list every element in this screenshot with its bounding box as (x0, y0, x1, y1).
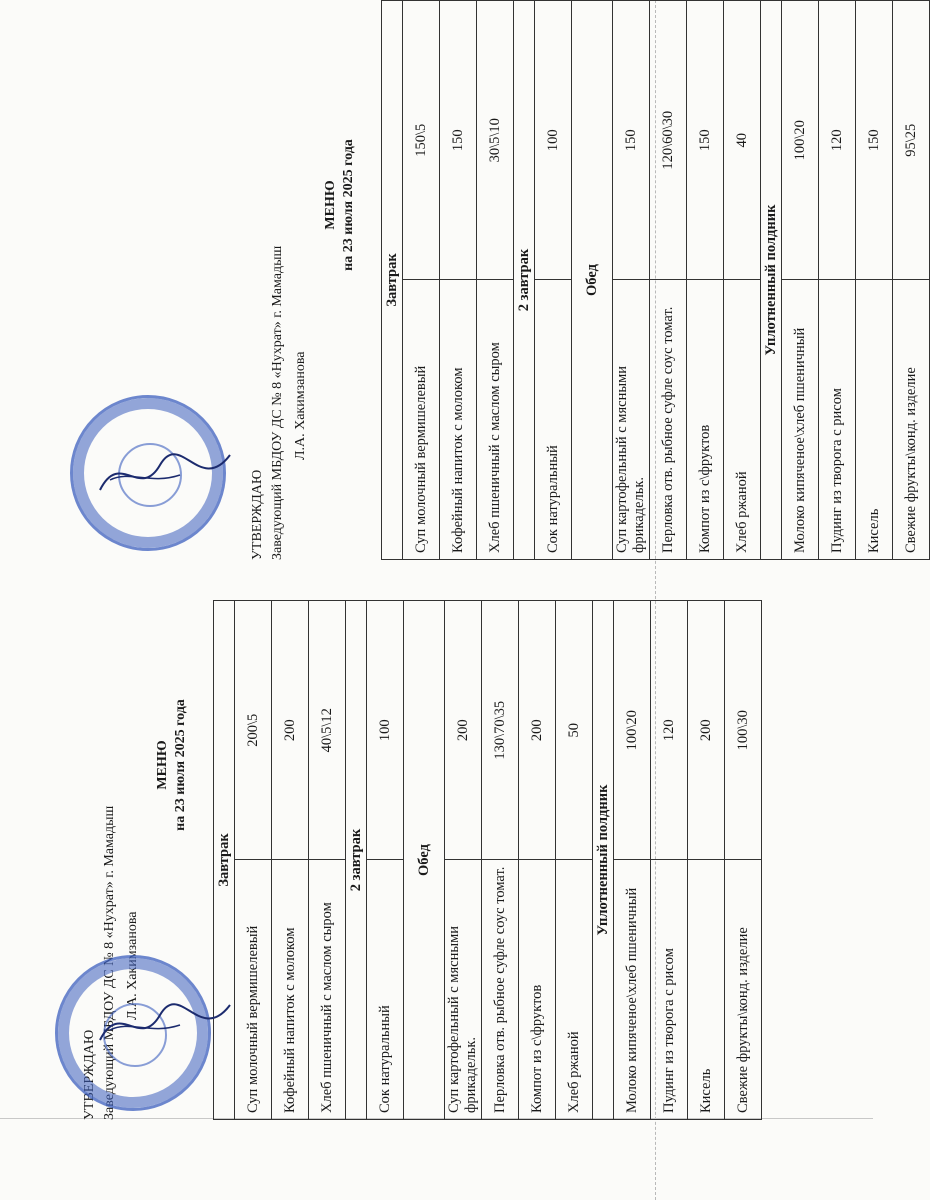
menu-title: МЕНЮ (155, 740, 170, 790)
table-row (403, 1, 440, 560)
dish-portion: 40 (724, 1, 761, 281)
dish-portion: 150\5 (403, 1, 440, 281)
table-row (445, 601, 482, 1120)
table-row (556, 601, 593, 1120)
head-name: Л.А. Хакимзанова (125, 911, 140, 1020)
table-row (650, 1, 687, 560)
dish-name: Суп молочный вермишелевый (235, 860, 272, 1120)
dish-name: Хлеб пшеничный с маслом сыром (477, 280, 514, 560)
dish-portion: 100 (367, 601, 404, 861)
head-position-line: Заведующий МБДОУ ДС № 8 «Нухрат» г. Мамадыш (102, 805, 117, 1120)
section-heading: Завтрак (382, 1, 403, 560)
table-row (309, 601, 346, 1120)
menu-date: на 23 июля 2025 года (173, 699, 188, 831)
dish-portion: 150 (856, 1, 893, 281)
dish-name: Молоко кипяченое\хлеб пшеничный (782, 280, 819, 560)
table-row (440, 1, 477, 560)
section-heading: Обед (404, 601, 445, 1120)
dish-portion: 150 (613, 1, 650, 281)
dish-portion: 30\5\10 (477, 1, 514, 281)
section-row (761, 1, 782, 560)
section-heading: Уплотненный полдник (761, 1, 782, 560)
dish-portion: 50 (556, 601, 593, 861)
approval-label: УТВЕРЖДАЮ (250, 469, 265, 560)
section-heading: 2 завтрак (514, 1, 535, 560)
approval-label: УТВЕРЖДАЮ (82, 1029, 97, 1120)
section-heading: Обед (572, 1, 613, 560)
dish-name: Кофейный напиток с молоком (440, 280, 477, 560)
dish-portion: 40\5\12 (309, 601, 346, 861)
dish-portion: 200 (688, 601, 725, 861)
dish-name: Сок натуральный (535, 280, 572, 560)
dish-portion: 100\20 (782, 1, 819, 281)
dish-name: Перловка отв. рыбное суфле соус томат. (482, 860, 519, 1120)
table-row (687, 1, 724, 560)
dish-portion: 95\25 (893, 1, 930, 281)
dish-name: Суп картофельный с мясными фрикадельк. (613, 280, 650, 560)
dish-portion: 130\70\35 (482, 601, 519, 861)
dish-portion: 120 (651, 601, 688, 861)
menu-table (213, 600, 762, 1120)
table-row (893, 1, 930, 560)
section-row (593, 601, 614, 1120)
section-heading: Уплотненный полдник (593, 601, 614, 1120)
dish-portion: 200 (519, 601, 556, 861)
section-row (346, 601, 367, 1120)
table-row (856, 1, 893, 560)
section-row (572, 1, 613, 560)
dish-name: Компот из с\фруктов (519, 860, 556, 1120)
table-row (367, 601, 404, 1120)
dish-name: Компот из с\фруктов (687, 280, 724, 560)
dish-name: Свежие фрукты\конд. изделие (893, 280, 930, 560)
dish-name: Хлеб ржаной (556, 860, 593, 1120)
table-row (724, 1, 761, 560)
dish-portion: 100\20 (614, 601, 651, 861)
section-row (404, 601, 445, 1120)
table-row (613, 1, 650, 560)
table-row (819, 1, 856, 560)
dish-portion: 200 (272, 601, 309, 861)
dish-name: Кофейный напиток с молоком (272, 860, 309, 1120)
dish-portion: 100 (535, 1, 572, 281)
dish-portion: 150 (440, 1, 477, 281)
table-row (535, 1, 572, 560)
table-row (651, 601, 688, 1120)
table-row (482, 601, 519, 1120)
dish-portion: 150 (687, 1, 724, 281)
menu-panel-right-real (248, 0, 919, 560)
dish-name: Кисель (688, 860, 725, 1120)
dish-portion: 120\60\30 (650, 1, 687, 281)
table-row (725, 601, 762, 1120)
table-row (519, 601, 556, 1120)
section-heading: Завтрак (214, 601, 235, 1120)
section-row (382, 1, 403, 560)
section-row (514, 1, 535, 560)
table-row (477, 1, 514, 560)
menu-date: на 23 июля 2025 года (341, 139, 356, 271)
section-heading: 2 завтрак (346, 601, 367, 1120)
signature (90, 990, 240, 1060)
table-row (235, 601, 272, 1120)
dish-name: Перловка отв. рыбное суфле соус томат. (650, 280, 687, 560)
dish-name: Хлеб ржаной (724, 280, 761, 560)
dish-portion: 200 (445, 601, 482, 861)
dish-portion: 200\5 (235, 601, 272, 861)
head-position-line: Заведующий МБДОУ ДС № 8 «Нухрат» г. Мамадыш (270, 245, 285, 560)
dish-portion: 120 (819, 1, 856, 281)
dish-name: Хлеб пшеничный с маслом сыром (309, 860, 346, 1120)
dish-name: Свежие фрукты\конд. изделие (725, 860, 762, 1120)
dish-name: Пудинг из творога с рисом (819, 280, 856, 560)
dish-name: Суп молочный вермишелевый (403, 280, 440, 560)
menu-title: МЕНЮ (323, 180, 338, 230)
head-name: Л.А. Хакимзанова (293, 351, 308, 460)
dish-name: Суп картофельный с мясными фрикадельк. (445, 860, 482, 1120)
table-row (272, 601, 309, 1120)
dish-name: Молоко кипяченое\хлеб пшеничный (614, 860, 651, 1120)
dish-name: Сок натуральный (367, 860, 404, 1120)
table-row (782, 1, 819, 560)
dish-name: Кисель (856, 280, 893, 560)
menu-table (381, 0, 930, 560)
dish-name: Пудинг из творога с рисом (651, 860, 688, 1120)
signature (90, 440, 240, 510)
table-row (614, 601, 651, 1120)
dish-portion: 100\30 (725, 601, 762, 861)
table-row (688, 601, 725, 1120)
